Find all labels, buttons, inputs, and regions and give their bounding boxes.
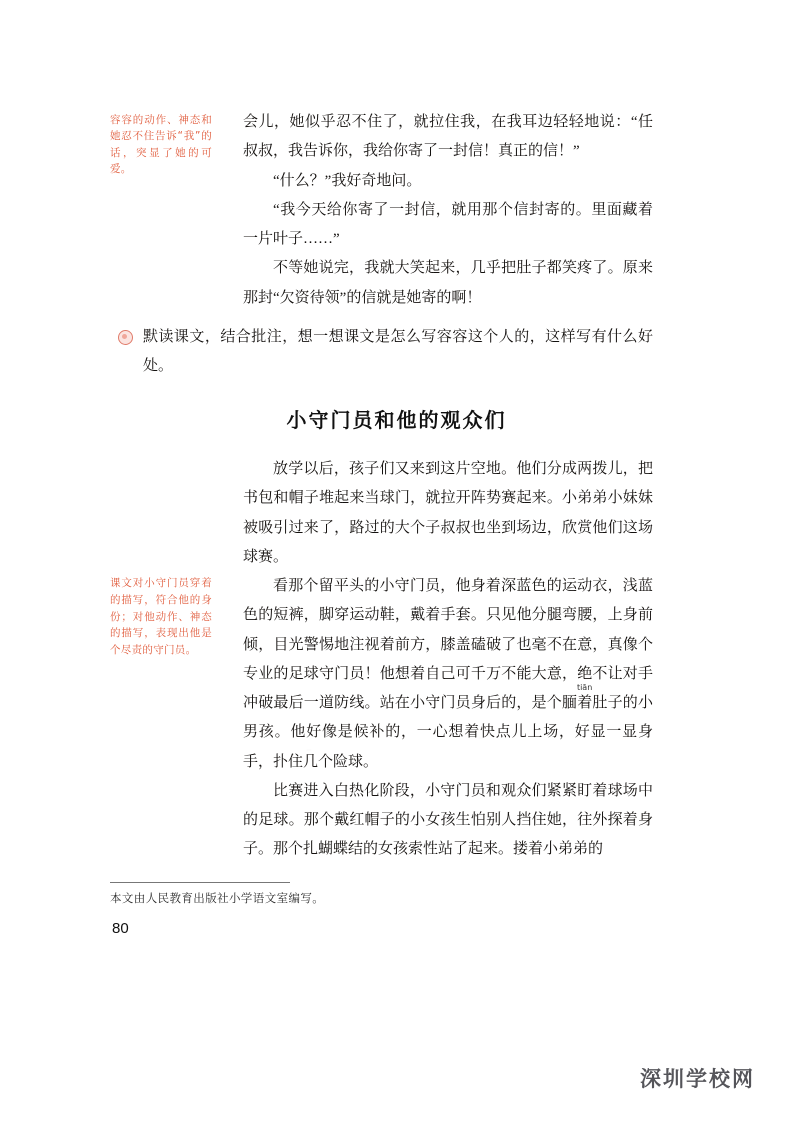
article-body [243, 455, 653, 865]
paragraph-part-a: 看那个留平头的小守门员，他身着深蓝色的运动衣，浅蓝色的短裤，脚穿运动鞋，戴着手套。只见他分腿弯腰，上身前倾，目光警惕地注视着前方，膝盖磕破了也毫不在意，真像个专业的足球守门员！他想着自己可千万不能大意，绝不让对手冲破最后一道防线。站在小守门员身后的，是个 tiān 腼着肚子的小男孩。他好像是候补的，一心想着快点儿上场，好显一显身手，扑住几个险球。 [243, 578, 653, 770]
instruction-text: 默读课文，结合批注，想一想课文是怎么写容容这个人的，这样写有什么好处。 [143, 329, 653, 375]
annotation-middle: 课文对小守门员穿着的描写，符合他的身份；对他动作、神态的描写，表现出他是个尽责的守门员。 [110, 577, 212, 657]
instruction-row [118, 323, 653, 382]
footnote-divider [110, 882, 290, 883]
circle-bullet-icon [118, 330, 133, 345]
article-title: 小守门员和他的观众们 [286, 410, 507, 432]
annotation-top: 容容的动作、神态和她忍不住告诉“我”的话，突显了她的可爱。 [110, 114, 212, 175]
site-watermark: 深圳学校网 [640, 1067, 755, 1091]
paragraph: “我今天给你寄了一封信，就用那个信封寄的。里面藏着一片叶子……” [243, 201, 653, 247]
page-number: 80 [112, 920, 129, 937]
paragraph: 比赛进入白热化阶段，小守门员和观众们紧紧盯着球场中的足球。那个戴红帽子的小女孩生怕别人挡住她，往外探着身子。那个扎蝴蝶结的女孩索性站了起来。搂着小弟弟的 [243, 782, 653, 858]
paragraph: 会儿，她似乎忍不住了，就拉住我，在我耳边轻轻地说：“任叔叔，我告诉你，我给你寄了一封信！真正的信！” [243, 114, 653, 160]
paragraph: 不等她说完，我就大笑起来，几乎把肚子都笑疼了。原来那封“欠资待领”的信就是她寄的啊！ [243, 260, 653, 306]
paragraph: “什么？”我好奇地问。 [273, 172, 422, 189]
top-passage [243, 108, 653, 313]
paragraph-with-ruby [243, 572, 653, 777]
paragraph: 放学以后，孩子们又来到这片空地。他们分成两拨儿，把书包和帽子堆起来当球门，就拉开阵势赛起来。小弟弟小妹妹被吸引过来了，路过的大个子叔叔也坐到场边，欣赏他们这场球赛。 [243, 461, 653, 565]
footnote-text: 本文由人民教育出版社小学语文室编写。 [110, 893, 325, 905]
ruby-annotation: tiān 腼 [562, 695, 577, 711]
ruby-pinyin: tiān [576, 683, 593, 692]
